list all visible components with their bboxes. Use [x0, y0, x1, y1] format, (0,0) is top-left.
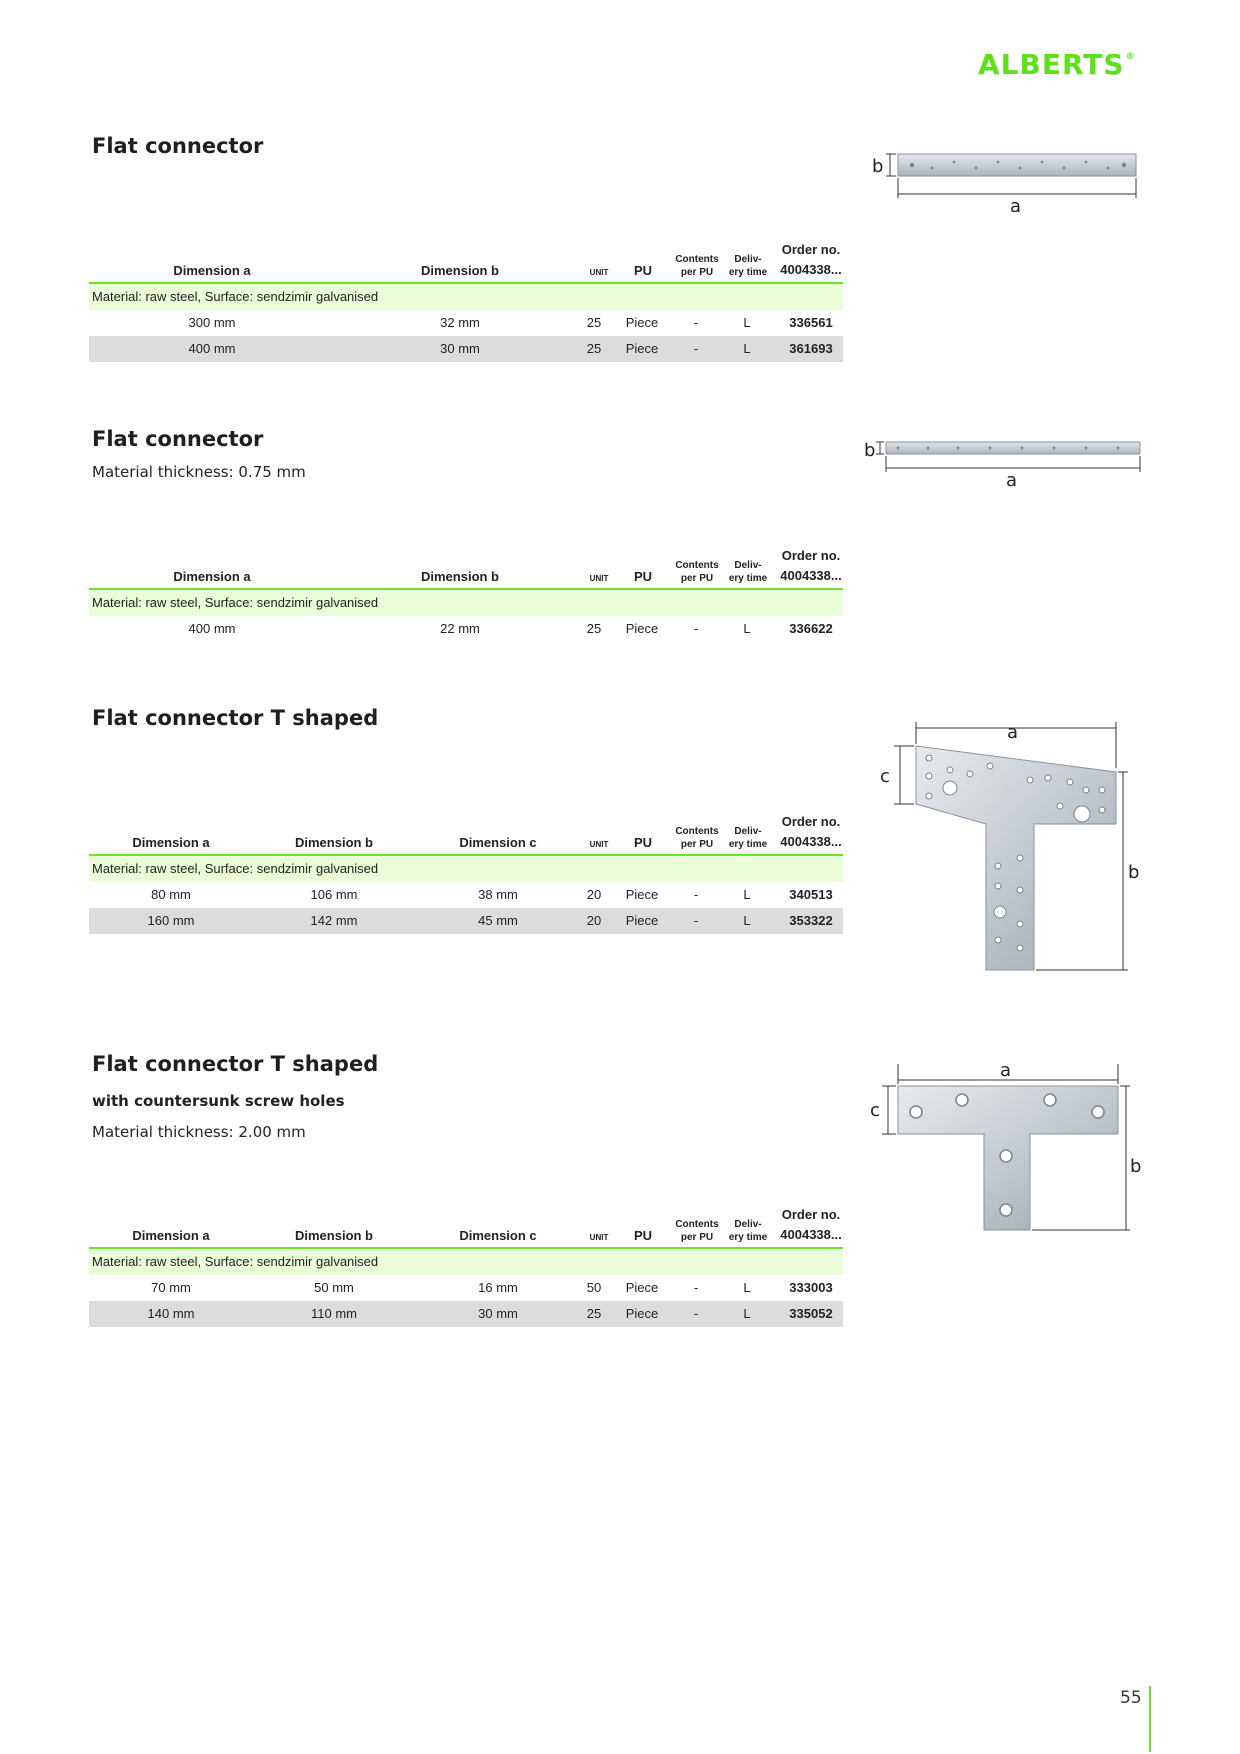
table-row	[89, 616, 843, 642]
col-contents: Contents per PU	[675, 826, 719, 850]
col-order-no: Order no. 4004338...	[780, 1207, 842, 1242]
cell-order-no: 333003	[789, 1280, 833, 1295]
section-subtitle: Material thickness: 0.75 mm	[92, 463, 306, 481]
cell-dimension-a: 400 mm	[188, 621, 236, 636]
material-row: Material: raw steel, Surface: sendzimir galvanised	[89, 856, 843, 882]
cell-order-no: 336622	[789, 621, 833, 636]
cell-dimension-b: 32 mm	[440, 315, 480, 330]
col-delivery: Deliv- ery time	[728, 1219, 768, 1243]
cell-contents: -	[693, 887, 699, 902]
section-title: Flat connector	[92, 427, 264, 451]
flat-connector-thin-drawing	[862, 436, 1152, 490]
cell-dimension-c: 38 mm	[478, 887, 518, 902]
col-pu: PU	[633, 263, 653, 278]
cell-contents: -	[693, 341, 699, 356]
cell-unit: 25	[586, 1306, 602, 1321]
cell-dimension-a: 140 mm	[147, 1306, 195, 1321]
cell-dimension-a: 400 mm	[188, 341, 236, 356]
product-table	[89, 238, 843, 362]
cell-dimension-c: 30 mm	[478, 1306, 518, 1321]
cell-pu: Piece	[625, 315, 659, 330]
col-dimension-b: Dimension b	[294, 1228, 374, 1243]
col-unit: UNIT	[589, 574, 609, 583]
diagram-label-a: a	[1006, 470, 1018, 490]
flat-connector-drawing	[868, 146, 1148, 212]
cell-dimension-a: 160 mm	[147, 913, 195, 928]
cell-order-no: 340513	[789, 887, 833, 902]
col-pu: PU	[633, 835, 653, 850]
table-row	[89, 1301, 843, 1327]
col-dimension-c: Dimension c	[459, 1228, 537, 1243]
material-row: Material: raw steel, Surface: sendzimir galvanised	[89, 1249, 843, 1275]
col-dimension-a: Dimension a	[173, 263, 251, 278]
diagram-label-a: a	[1010, 196, 1022, 212]
cell-dimension-b: 22 mm	[440, 621, 480, 636]
section-title: Flat connector T shaped	[92, 706, 379, 730]
cell-dimension-b: 142 mm	[310, 913, 358, 928]
cell-delivery: L	[743, 1280, 751, 1295]
cell-order-no: 361693	[789, 341, 833, 356]
cell-delivery: L	[743, 913, 751, 928]
cell-dimension-c: 45 mm	[478, 913, 518, 928]
table-row	[89, 336, 843, 362]
cell-pu: Piece	[625, 1306, 659, 1321]
diagram-label-b: b	[864, 440, 876, 461]
table-header	[89, 1203, 843, 1249]
col-pu: PU	[633, 569, 653, 584]
section-title: Flat connector	[92, 134, 264, 158]
diagram-label-b: b	[1130, 1156, 1142, 1177]
col-dimension-a: Dimension a	[132, 835, 210, 850]
col-dimension-b: Dimension b	[294, 835, 374, 850]
col-dimension-b: Dimension b	[420, 569, 500, 584]
cell-dimension-a: 80 mm	[151, 887, 191, 902]
t-connector-countersunk-drawing	[868, 1058, 1148, 1238]
cell-contents: -	[693, 315, 699, 330]
col-order-no: Order no. 4004338...	[780, 814, 842, 849]
diagram-label-a: a	[1000, 1060, 1012, 1081]
col-delivery: Deliv- ery time	[728, 254, 768, 278]
cell-order-no: 353322	[789, 913, 833, 928]
product-table	[89, 810, 843, 934]
cell-contents: -	[693, 913, 699, 928]
cell-unit: 20	[586, 887, 602, 902]
cell-pu: Piece	[625, 621, 659, 636]
cell-delivery: L	[743, 341, 751, 356]
table-header	[89, 238, 843, 284]
cell-contents: -	[693, 1280, 699, 1295]
col-order-no: Order no. 4004338...	[780, 548, 842, 583]
col-delivery: Deliv- ery time	[728, 560, 768, 584]
cell-delivery: L	[743, 1306, 751, 1321]
page-number: 55	[1120, 1688, 1142, 1708]
cell-unit: 20	[586, 913, 602, 928]
cell-delivery: L	[743, 621, 751, 636]
table-row	[89, 908, 843, 934]
diagram-label-c: c	[870, 1100, 880, 1121]
table-row	[89, 882, 843, 908]
brand-logo: ALBERTS®	[978, 48, 1136, 81]
table-header	[89, 544, 843, 590]
cell-contents: -	[693, 621, 699, 636]
product-table	[89, 544, 843, 642]
col-contents: Contents per PU	[675, 560, 719, 584]
col-contents: Contents per PU	[675, 254, 719, 278]
col-contents: Contents per PU	[675, 1219, 719, 1243]
section-subtitle-bold: with countersunk screw holes	[92, 1092, 345, 1110]
cell-order-no: 336561	[789, 315, 833, 330]
col-dimension-a: Dimension a	[132, 1228, 210, 1243]
page-number-bar	[1149, 1686, 1151, 1752]
diagram-label-c: c	[880, 766, 890, 787]
cell-pu: Piece	[625, 887, 659, 902]
col-dimension-b: Dimension b	[420, 263, 500, 278]
material-row: Material: raw steel, Surface: sendzimir galvanised	[89, 284, 843, 310]
cell-order-no: 335052	[789, 1306, 833, 1321]
section-title: Flat connector T shaped	[92, 1052, 379, 1076]
col-delivery: Deliv- ery time	[728, 826, 768, 850]
col-dimension-a: Dimension a	[173, 569, 251, 584]
cell-contents: -	[693, 1306, 699, 1321]
cell-dimension-c: 16 mm	[478, 1280, 518, 1295]
cell-dimension-b: 110 mm	[311, 1306, 357, 1321]
diagram-label-a: a	[1007, 722, 1019, 743]
cell-unit: 25	[586, 621, 602, 636]
diagram-label-b: b	[872, 156, 884, 177]
cell-unit: 25	[586, 315, 602, 330]
col-order-no: Order no. 4004338...	[780, 242, 842, 277]
cell-dimension-b: 50 mm	[314, 1280, 354, 1295]
cell-dimension-b: 106 mm	[310, 887, 358, 902]
cell-unit: 25	[586, 341, 602, 356]
cell-pu: Piece	[625, 341, 659, 356]
col-unit: UNIT	[589, 268, 609, 277]
col-dimension-c: Dimension c	[459, 835, 537, 850]
col-pu: PU	[633, 1228, 653, 1243]
cell-pu: Piece	[625, 913, 659, 928]
product-table	[89, 1203, 843, 1327]
table-row	[89, 1275, 843, 1301]
diagram-label-b: b	[1128, 862, 1140, 883]
col-unit: UNIT	[589, 1233, 609, 1242]
cell-dimension-a: 300 mm	[188, 315, 236, 330]
cell-delivery: L	[743, 315, 751, 330]
cell-pu: Piece	[625, 1280, 659, 1295]
t-connector-drawing	[880, 718, 1142, 978]
cell-dimension-a: 70 mm	[151, 1280, 191, 1295]
cell-delivery: L	[743, 887, 751, 902]
cell-unit: 50	[586, 1280, 602, 1295]
col-unit: UNIT	[589, 840, 609, 849]
cell-dimension-b: 30 mm	[440, 341, 480, 356]
material-row: Material: raw steel, Surface: sendzimir galvanised	[89, 590, 843, 616]
section-subtitle: Material thickness: 2.00 mm	[92, 1123, 306, 1141]
table-header	[89, 810, 843, 856]
table-row	[89, 310, 843, 336]
